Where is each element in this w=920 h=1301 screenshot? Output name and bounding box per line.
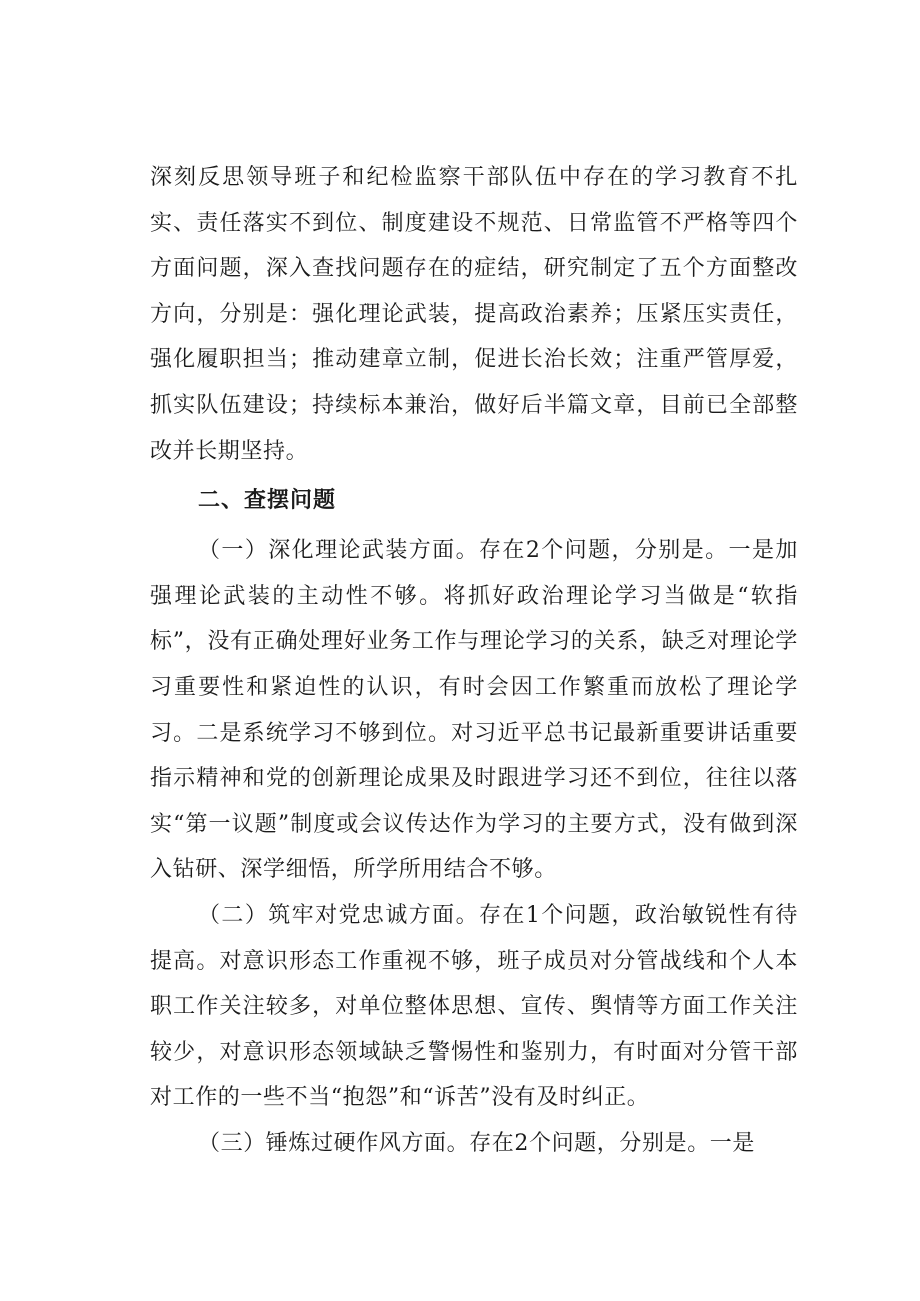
document-page <box>150 155 798 1166</box>
section-heading: 二、查摆问题 <box>198 488 337 514</box>
paragraph-style: （三）锤炼过硬作风方面。存在2个问题，分别是。一是 <box>198 1130 755 1156</box>
paragraph-theory: （一）深化理论武装方面。存在2个问题，分别是。一是加强理论武装的主动性不够。将抓好政治理论学习当做是“软指标”，没有正确处理好业务工作与理论学习的关系，缺乏对理论学习重要性和紧迫性的认识，有时会因工作繁重而放松了理论学习。二是系统学习不够到位。对习近平总书记最新重要讲话重要指示精神和党的创新理论成果及时跟进学习还不到位，往往以落实“第一议题”制度或会议传达作为学习的主要方式，没有做到深入钻研、深学细悟，所学所用结合不够。 <box>150 538 798 883</box>
paragraph-loyalty: （二）筑牢对党忠诚方面。存在1个问题，政治敏锐性有待提高。对意识形态工作重视不够，班子成员对分管战线和个人本职工作关注较多，对单位整体思想、宣传、舆情等方面工作关注较少，对意识形态领域缺乏警惕性和鉴别力，有时面对分管干部对工作的一些不当“抱怨”和“诉苦”没有及时纠正。 <box>150 902 798 1111</box>
intro-paragraph: 深刻反思领导班子和纪检监察干部队伍中存在的学习教育不扎实、责任落实不到位、制度建设不规范、日常监管不严格等四个方面问题，深入查找问题存在的症结，研究制定了五个方面整改方向，分别是：强化理论武装，提高政治素养；压紧压实责任，强化履职担当；推动建章立制，促进长治长效；注重严管厚爱，抓实队伍建设；持续标本兼治，做好后半篇文章，目前已全部整改并长期坚持。 <box>150 165 798 464</box>
